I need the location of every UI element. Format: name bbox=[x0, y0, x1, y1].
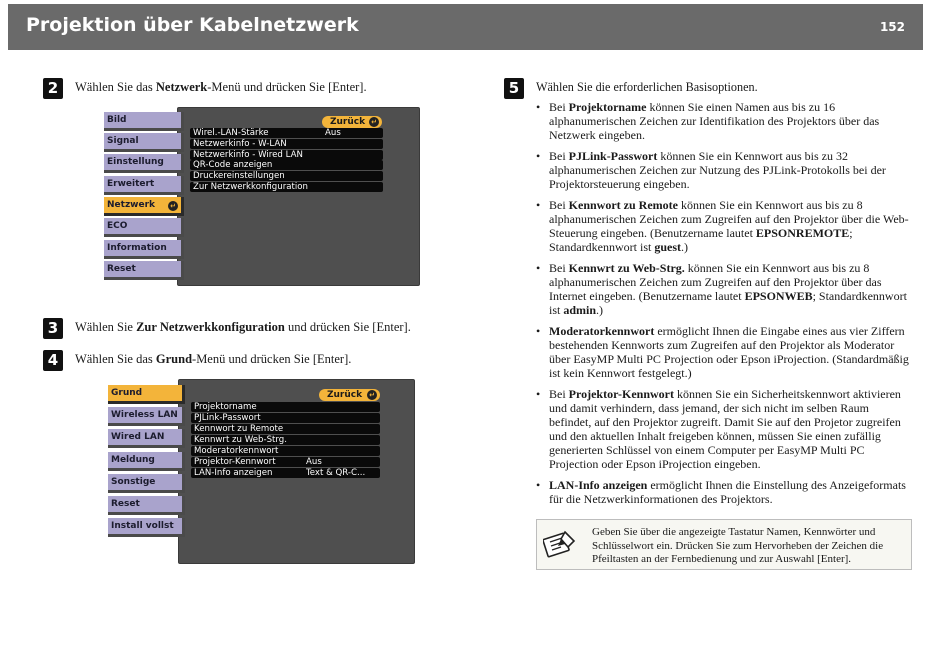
menu-tab-signal[interactable]: Signal bbox=[104, 133, 184, 152]
back-button[interactable] bbox=[319, 389, 380, 401]
page-title: Projektion über Kabelnetzwerk bbox=[26, 14, 359, 36]
option-projektorname: • Bei Projektorname können Sie einen Namen aus bis zu 16 alphanumerischen Zeichen zur Identifikation des Projektors über das Netzwerk eingeben. bbox=[536, 100, 880, 142]
back-label: Zurück bbox=[330, 117, 366, 127]
option-projektor-kennwort: • Bei Projektor-Kennwort können Sie ein Sicherheitskennwort aktivieren und damit verhindern, dass jemand, der sich nicht im selben Raum befindet, auf den Projektor zugreift. Damit Sie auf den Projetor zugreifen und den aktuellen Inhalt freigeben können, müssen Sie einen zufällig generierten Schlüssel von einem Computer per EasyMP Multi PC Projection oder Epson iProjection eingeben. bbox=[536, 387, 901, 471]
tab-label: Grund bbox=[111, 388, 143, 398]
menu-item[interactable]: Druckereinstellungen bbox=[190, 171, 383, 181]
tab-label: Netzwerk bbox=[107, 200, 156, 210]
option-lan-info-anzeigen: • LAN-Info anzeigen ermöglicht Ihnen die Einstellung des Anzeigeformats für die Netzwerkinformationen des Projektors. bbox=[536, 478, 906, 506]
step-number-2: 2 bbox=[43, 78, 63, 99]
page-number: 152 bbox=[879, 20, 905, 34]
back-button[interactable] bbox=[322, 116, 382, 128]
step-3-text: Wählen Sie Zur Netzwerkkonfiguration und drücken Sie [Enter]. bbox=[75, 320, 411, 334]
menu-tab-reset[interactable]: Reset bbox=[108, 496, 185, 515]
menu-tab-einstellung[interactable]: Einstellung bbox=[104, 154, 184, 173]
option-kennwort-zu-remote: • Bei Kennwort zu Remote können Sie ein Kennwort aus bis zu 8 alphanumerischen Zeichen zum Zugreifen auf den Projektor über die Web-Steuerung eingeben. (Benutzername lautet EPSONREMOTE; Standardkennwort ist guest.) bbox=[536, 198, 909, 254]
menu-item[interactable]: QR-Code anzeigen bbox=[190, 160, 383, 170]
note-box bbox=[536, 519, 912, 570]
menu-item[interactable]: Kennwort zu Remote bbox=[191, 424, 380, 434]
back-label: Zurück bbox=[327, 390, 363, 400]
enter-icon: ↵ bbox=[168, 201, 178, 211]
step-number-4: 4 bbox=[43, 350, 63, 371]
menu-item[interactable]: Netzwerkinfo - Wired LAN bbox=[190, 150, 383, 160]
menu-item[interactable]: Zur Netzwerkkonfiguration bbox=[190, 182, 383, 192]
step-4-text: Wählen Sie das Grund-Menü und drücken Sie [Enter]. bbox=[75, 352, 352, 366]
option-kennwrt-zu-web-strg: • Bei Kennwrt zu Web-Strg. können Sie ein Kennwort aus bis zu 8 alphanumerischen Zeichen zum Zugreifen auf den Projektor über das Internet eingeben. (Benutzername lautet EPSONWEB; Standardkennwort ist admin.) bbox=[536, 261, 907, 317]
menu-tab-netzwerk-selected[interactable] bbox=[104, 197, 184, 216]
step-5-text: Wählen Sie die erforderlichen Basisoptionen. bbox=[536, 80, 758, 94]
menu-tab-erweitert[interactable]: Erweitert bbox=[104, 176, 184, 195]
step-2-text: Wählen Sie das Netzwerk-Menü und drücken Sie [Enter]. bbox=[75, 80, 367, 94]
menu-tab-install-vollst[interactable]: Install vollst bbox=[108, 518, 185, 537]
step-number-3: 3 bbox=[43, 318, 63, 339]
enter-icon: ↵ bbox=[369, 117, 379, 127]
menu-item[interactable]: Kennwrt zu Web-Strg. bbox=[191, 435, 380, 445]
menu-tab-eco[interactable]: ECO bbox=[104, 218, 184, 237]
note-text: Geben Sie über die angezeigte Tastatur Namen, Kennwörter und Schlüsselwort ein. Drücken Sie zum Hervorheben der Zeichen die Pfeiltasten an der Fernbedienung und zur Auswahl [Enter]. bbox=[592, 526, 884, 565]
option-moderatorkennwort: • Moderatorkennwort ermöglicht Ihnen die Eingabe eines aus vier Ziffern bestehenden Kennworts zum Zugreifen auf den Projektor als Moderator über EasyMP Multi PC Projection oder Epson iProjection. (Standardmäßig ist kein Kennwort festgelegt.) bbox=[536, 324, 909, 380]
option-pjlink-passwort: • Bei PJLink-Passwort können Sie ein Kennwort aus bis zu 32 alphanumerischen Zeichen zur Nutzung des PJLink-Protokolls bei der Projektorsteuerung eingeben. bbox=[536, 149, 886, 191]
menu-item[interactable]: LAN-Info anzeigen Text & QR-C... bbox=[191, 468, 380, 478]
menu-tab-sonstige[interactable]: Sonstige bbox=[108, 474, 185, 493]
menu-item[interactable]: Wirel.-LAN-Stärke Aus bbox=[190, 128, 383, 138]
note-pencil-icon bbox=[543, 528, 579, 560]
menu-item[interactable]: Projektorname bbox=[191, 402, 380, 412]
menu-item[interactable]: Moderatorkennwort bbox=[191, 446, 380, 456]
menu-tab-meldung[interactable]: Meldung bbox=[108, 452, 185, 471]
menu-tab-reset[interactable]: Reset bbox=[104, 261, 184, 280]
menu-item[interactable]: PJLink-Passwort bbox=[191, 413, 380, 423]
menu-tab-bild[interactable]: Bild bbox=[104, 112, 184, 131]
menu-tab-wired-lan[interactable]: Wired LAN bbox=[108, 429, 185, 448]
menu-item[interactable]: Projektor-Kennwort Aus bbox=[191, 457, 380, 467]
menu-tab-grund-selected[interactable] bbox=[108, 385, 185, 404]
enter-icon: ↵ bbox=[367, 390, 377, 400]
step-number-5: 5 bbox=[504, 78, 524, 99]
menu-item[interactable]: Netzwerkinfo - W-LAN bbox=[190, 139, 383, 149]
menu-tab-wireless-lan[interactable]: Wireless LAN bbox=[108, 407, 185, 426]
page-header bbox=[8, 4, 923, 50]
menu-tab-information[interactable]: Information bbox=[104, 240, 184, 259]
